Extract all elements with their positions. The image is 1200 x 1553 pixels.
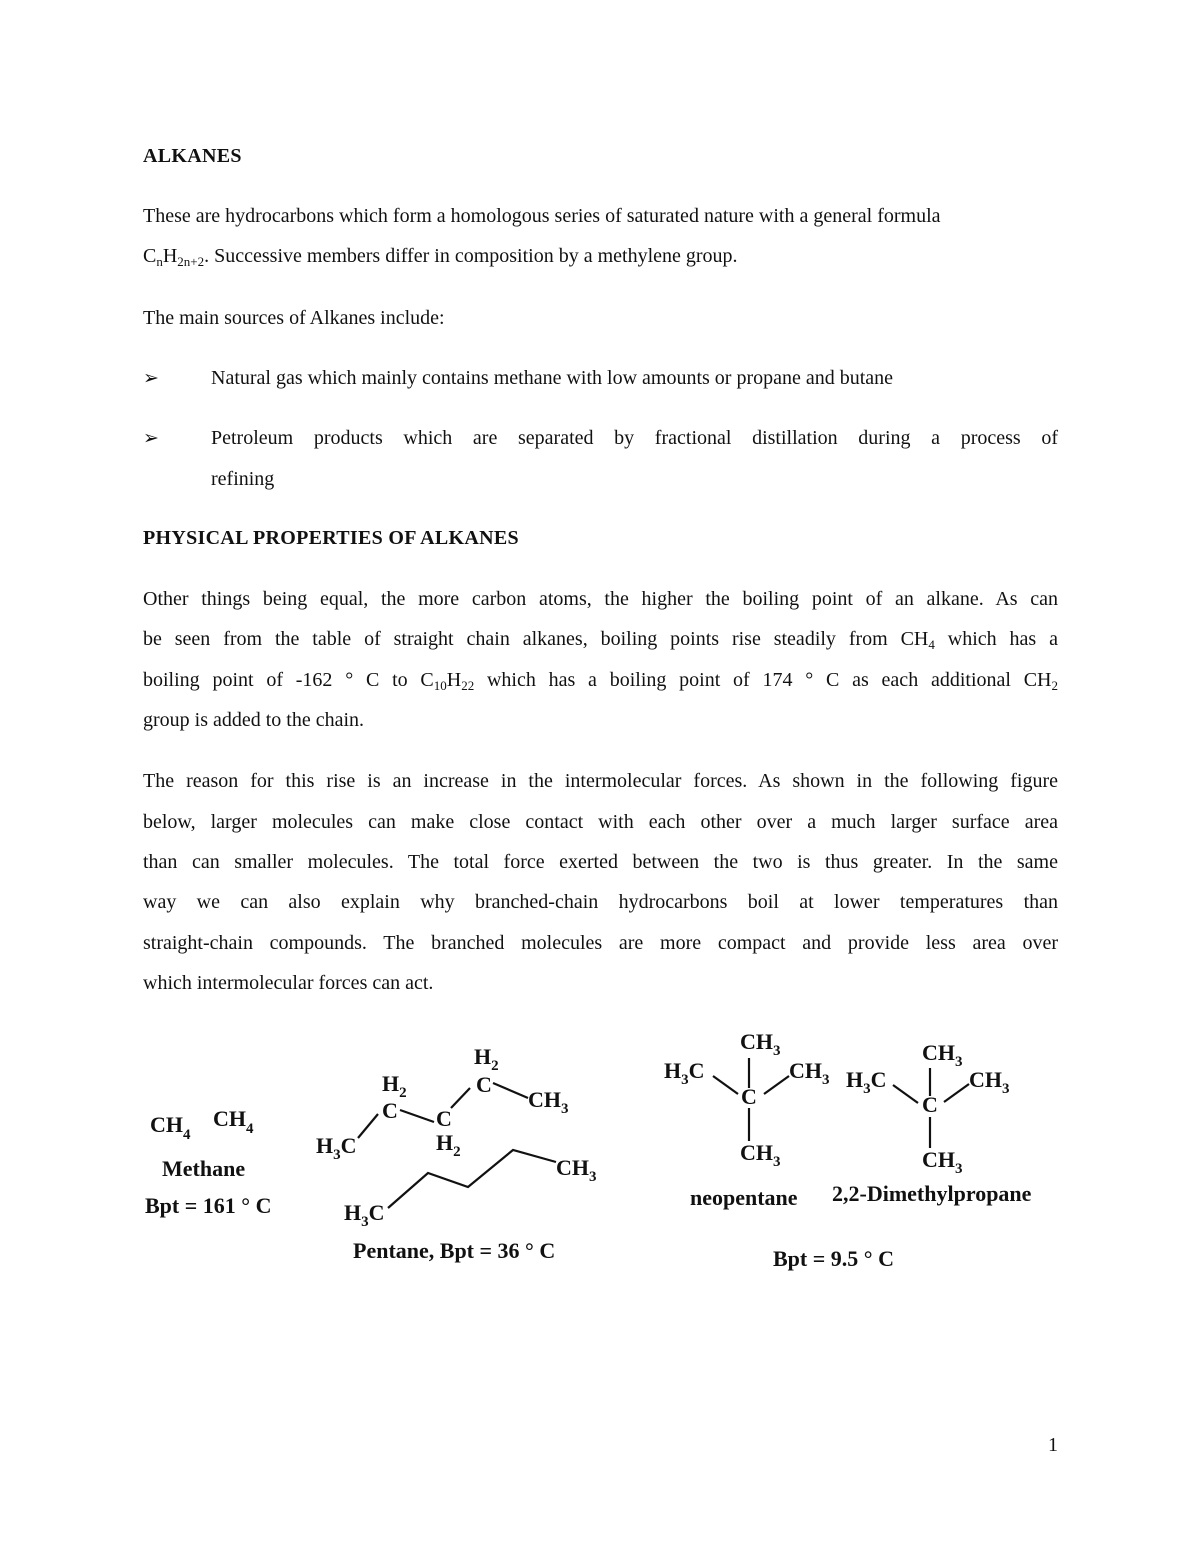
list-item-continuation: refining	[211, 468, 275, 490]
pentane-caption: Pentane, Bpt = 36 ° C	[353, 1238, 556, 1263]
svg-text:C: C	[741, 1084, 757, 1109]
svg-text:CH3: $CH_3$	[556, 1155, 597, 1185]
svg-text:H3C: $H_3C$	[344, 1200, 385, 1230]
para2-line-2: below, larger molecules can make close contact with each other over a much larger surface area	[143, 811, 1058, 833]
section-heading: PHYSICAL PROPERTIES OF ALKANES	[143, 527, 519, 549]
svg-text:CH3: $CH_3$	[789, 1058, 830, 1088]
intro-line-1: These are hydrocarbons which form a homologous series of saturated nature with a general formula	[143, 205, 941, 227]
para1-line-1: Other things being equal, the more carbon atoms, the higher the boiling point of an alkane. As can	[143, 588, 1058, 610]
svg-text:CH4: $CH_4$	[213, 1106, 254, 1137]
para1-line-4: group is added to the chain.	[143, 709, 365, 731]
neopentane-bpt: Bpt = 9.5 ° C	[773, 1246, 894, 1271]
svg-text:CH3: $CH_3$	[922, 1040, 963, 1070]
svg-text:C: C	[436, 1106, 452, 1131]
para1-line-3: boiling point of -162 ° C to $C_{10}H_{22}$ which has a boiling point of 174 ° C as each additional $CH_2$	[143, 669, 1058, 693]
para2-line-5: straight-chain compounds. The branched molecules are more compact and provide less area over	[143, 932, 1058, 954]
methane-name: Methane	[162, 1156, 246, 1181]
svg-text:H2: $H_2$	[382, 1071, 407, 1101]
page-title: ALKANES	[143, 145, 242, 167]
svg-text:CH3: $CH_3$	[740, 1140, 781, 1170]
document-page: ALKANES These are hydrocarbons which form a homologous series of saturated nature with a general formula $C_nH_{2n+2}$. Successive members differ in composition by a methylene group. The main sources of Alkanes include: ➢ Natural gas which mainly contains methane with low amounts or propane and butane ➢ Petroleum products which are separated by fractional distillation during a process of refining PHYSICAL PROPERTIES OF ALKANES Other things being equal, the more carbon atoms, the higher the boiling point of an alkane. As can be seen from the table of straight chain alkanes, boiling points rise steadily from $CH_4$ which has a boiling point of -162 ° C to $C_{10}H_{22}$ which has a boiling point of 174 ° C as each additional $CH_2$ group is added to the chain. The reason for this rise is an increase in the intermolecular forces. As shown in the following figure below, larger molecules can make close contact with each other over a much larger surface area than can smaller molecules. The total force exerted between the two is thus greater. In the same way we can also explain why branched-chain hydrocarbons boil at lower temperatures than straight-chain compounds. The branched molecules are more compact and provide less area over which intermolecular forces can act. $CH_4$ $CH_4$ Methane Bpt = 161 ° C $H_2$ C $CH_3$ $H_2$ C C $H_2$ $H_3C$ $H_3C$ $CH_3$ Pentane, Bpt = 36 ° C $CH_3$ $H_3C$ $CH_3$ C $CH_3$ neopentane $CH_3$ $H_3C$ $CH_3$ C $CH_3$ 2,2-Dimethylpropane Bpt = 9.5 ° C 1	[0, 0, 1200, 1553]
methane-structure	[145, 1106, 271, 1218]
sources-intro: The main sources of Alkanes include:	[143, 307, 445, 329]
arrow-bullet-icon: ➢	[143, 367, 159, 389]
svg-text:H2: $H_2$	[436, 1130, 461, 1160]
svg-text:CH3: $CH_3$	[969, 1067, 1010, 1097]
svg-text:CH4: $CH_4$	[150, 1112, 191, 1143]
para2-line-4: way we can also explain why branched-chain hydrocarbons boil at lower temperatures than	[143, 891, 1058, 913]
para2-line-3: than can smaller molecules. The total force exerted between the two is thus greater. In the same	[143, 851, 1058, 873]
para2-line-6: which intermolecular forces can act.	[143, 972, 434, 994]
svg-text:C: C	[922, 1092, 938, 1117]
svg-text:CH3: $CH_3$	[922, 1147, 963, 1177]
svg-text:C: C	[476, 1072, 492, 1097]
svg-text:CH3: $CH_3$	[740, 1029, 781, 1059]
para2-line-1: The reason for this rise is an increase in the intermolecular forces. As shown in the following figure	[143, 770, 1058, 792]
methane-bpt: Bpt = 161 ° C	[145, 1193, 272, 1218]
svg-text:H2: $H_2$	[474, 1044, 499, 1074]
svg-text:H3C: $H_3C$	[664, 1058, 705, 1088]
dimethylpropane-name: 2,2-Dimethylpropane	[832, 1181, 1032, 1206]
svg-text:H3C: $H_3C$	[316, 1133, 357, 1163]
neopentane-name: neopentane	[690, 1185, 798, 1210]
neopentane-structure	[664, 1029, 830, 1210]
arrow-bullet-icon: ➢	[143, 427, 159, 449]
svg-text:C: C	[382, 1098, 398, 1123]
pentane-structure	[316, 1044, 597, 1263]
para1-line-2: be seen from the table of straight chain alkanes, boiling points rise steadily from $CH_4$ which has a	[143, 628, 1058, 652]
svg-text:H3C: $H_3C$	[846, 1067, 887, 1097]
page-number: 1	[1048, 1434, 1058, 1456]
svg-text:CH3: $CH_3$	[528, 1087, 569, 1117]
intro-line-2: $C_nH_{2n+2}$. Successive members differ in composition by a methylene group.	[143, 245, 738, 269]
molecule-figure	[0, 1020, 1200, 1310]
